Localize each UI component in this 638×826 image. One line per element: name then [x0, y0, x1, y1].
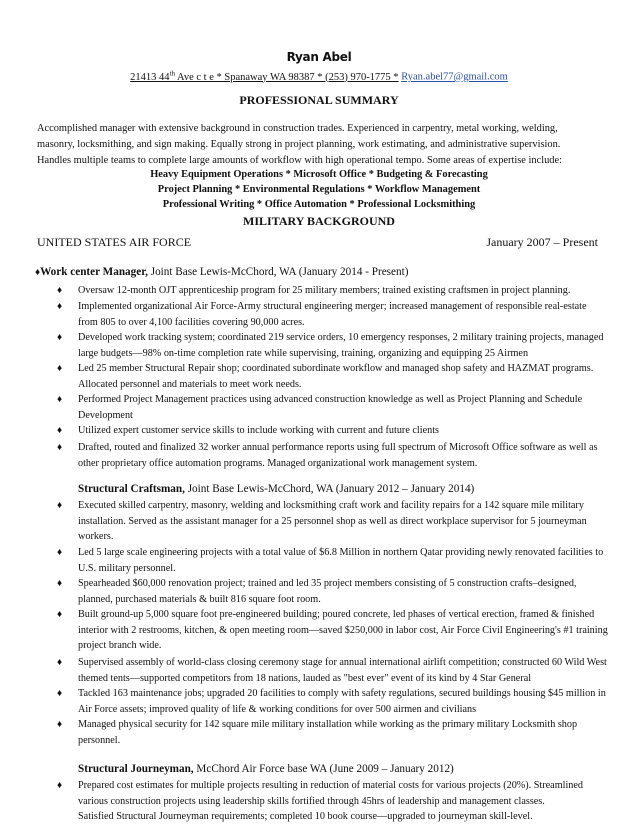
- diamond-bullet-icon: ♦: [57, 301, 63, 312]
- job-bullet: Developed work tracking system; coordinated 219 service orders, 10 emergency responses, 2 military training projects, managed large budgets—98% on-time completion rate while supervising, training, organizing and equipping 25 Airmen: [78, 332, 604, 359]
- skills-line: Heavy Equipment Operations * Microsoft Office * Budgeting & Forecasting: [150, 169, 488, 180]
- military-heading: MILITARY BACKGROUND: [243, 214, 395, 228]
- address-phone: Ave c t e * Spanaway WA 98387 * (253) 970-1775 *: [174, 71, 399, 83]
- job-bullet: Led 5 large scale engineering projects with a total value of $6.8 Million in northern Qatar providing newly renovated facilities to U.S. military personnel.: [78, 547, 604, 574]
- job-location-dates: Joint Base Lewis-McChord, WA (January 2014 - Present): [147, 266, 409, 278]
- job-title: Structural Craftsman,: [78, 483, 185, 495]
- job-bullet: Oversaw 12-month OJT apprenticeship program for 25 military members; trained existing craftsmen in project planning.: [78, 285, 571, 296]
- job-bullet: Utilized expert customer service skills to include working with current and future clients: [78, 425, 439, 436]
- diamond-bullet-icon: ♦: [57, 578, 63, 589]
- job-bullet: Implemented organizational Air Force-Army structural engineering merger; increased management of responsible real-estate from 805 to over 4,100 facilities covering 90,000 acres.: [78, 301, 587, 328]
- diamond-bullet-icon: ♦: [57, 425, 63, 436]
- diamond-bullet-icon: ♦: [57, 285, 63, 296]
- job-heading: [35, 266, 408, 278]
- contact-line: [0, 69, 638, 83]
- candidate-name: Ryan Abel: [286, 50, 352, 64]
- diamond-bullet-icon: ♦: [57, 332, 63, 343]
- skills-line: Professional Writing * Office Automation * Professional Locksmithing: [162, 199, 476, 210]
- diamond-bullet-icon: ♦: [57, 657, 63, 668]
- job-bullet: Prepared cost estimates for multiple projects resulting in reduction of material costs for various projects (20%). Streamlined various construction projects using leadership skills fortified through 45hrs of leadership and management classes.: [78, 780, 583, 807]
- skills-line: Project Planning * Environmental Regulations * Workflow Management: [157, 184, 481, 195]
- job-title: Structural Journeyman,: [78, 763, 194, 775]
- diamond-bullet-icon: ♦: [57, 547, 63, 558]
- diamond-bullet-icon: ♦: [57, 719, 63, 730]
- branch-name: UNITED STATES AIR FORCE: [37, 235, 192, 249]
- diamond-bullet-icon: ♦: [57, 780, 63, 791]
- job-bullet: Performed Project Management practices using advanced construction knowledge as well as Project Planning and Schedule Development: [78, 394, 583, 421]
- job-heading: [78, 483, 474, 495]
- summary-heading: PROFESSIONAL SUMMARY: [239, 93, 399, 107]
- diamond-bullet-icon: ♦: [57, 688, 63, 699]
- job-location-dates: McChord Air Force base WA (June 2009 – January 2012): [193, 763, 454, 775]
- job-bullet: Managed physical security for 142 square mile military installation while working as the primary military Locksmith shop personnel.: [78, 719, 578, 746]
- job-bullet: Satisfied Structural Journeyman requirements; completed 10 book course—upgraded to journeyman skill-level.: [78, 811, 533, 822]
- job-location-dates: Joint Base Lewis-McChord, WA (January 2012 – January 2014): [184, 483, 475, 495]
- summary-line: masonry, locksmithing, and sign making. Equally strong in project planning, work estimating, and administrative supervision.: [37, 139, 561, 150]
- street-ordinal: 44: [159, 71, 170, 83]
- diamond-bullet-icon: ♦: [57, 609, 63, 620]
- job-bullet: Supervised assembly of world-class closing ceremony stage for annual international airlift competition; constructed 60 Wild West themed tents—supported competitors from 18 nations, lauded as "best ever" event of its kind by 4 Star General: [78, 657, 607, 684]
- job-bullet: Spearheaded $60,000 renovation project; trained and led 35 project members consisting of 5 construction crafts–designed, planned, purchased materials & built 816 square foot room.: [78, 578, 577, 605]
- job-bullet: Drafted, routed and finalized 32 worker annual performance reports using full spectrum of Microsoft Office software as well as other proprietary office automation programs. Managed organizational work management system.: [78, 442, 598, 469]
- branch-dates: January 2007 – Present: [486, 235, 598, 249]
- job-bullet: Executed skilled carpentry, masonry, welding and locksmithing craft work and facility repairs for a 142 square mile military installation. Served as the assistant manager for a 25 personnel shop as well as direct workplace supervisor for 5 journeyman workers.: [78, 500, 587, 542]
- job-title: Work center Manager,: [40, 266, 148, 278]
- summary-line: Accomplished manager with extensive background in construction trades. Experienced in carpentry, metal working, welding,: [37, 123, 558, 134]
- diamond-bullet-icon: ♦: [57, 363, 63, 374]
- ordinal-suffix: th: [169, 69, 175, 77]
- email-link[interactable]: Ryan.abel77@gmail.com: [401, 71, 508, 83]
- job-bullet: Tackled 163 maintenance jobs; upgraded 20 facilities to comply with safety regulations, secured buildings housing $45 million in Air Force assets; improved quality of life & working conditions for over 500 airmen and civilians: [78, 688, 606, 715]
- job-heading: [78, 763, 454, 775]
- job-bullet: Led 25 member Structural Repair shop; coordinated subordinate workflow and managed shop safety and HAZMAT programs. Allocated personnel and materials to meet work needs.: [78, 363, 594, 390]
- diamond-bullet-icon: ♦: [35, 267, 41, 278]
- diamond-bullet-icon: ♦: [57, 394, 63, 405]
- summary-line: Handles multiple teams to complete large amounts of workflow with high operational tempo. Some areas of expertise include:: [37, 155, 562, 166]
- street-number: 21413: [130, 71, 157, 83]
- job-bullet: Built ground-up 5,000 square foot pre-engineered building; poured concrete, led phases of vertical erection, framed & finished interior with 2 restrooms, kitchen, & open meeting room—saved $250,000 in labor cost, Air Force Civil Engineering's #1 training project branch wide.: [78, 609, 608, 651]
- diamond-bullet-icon: ♦: [57, 442, 63, 453]
- diamond-bullet-icon: ♦: [57, 500, 63, 511]
